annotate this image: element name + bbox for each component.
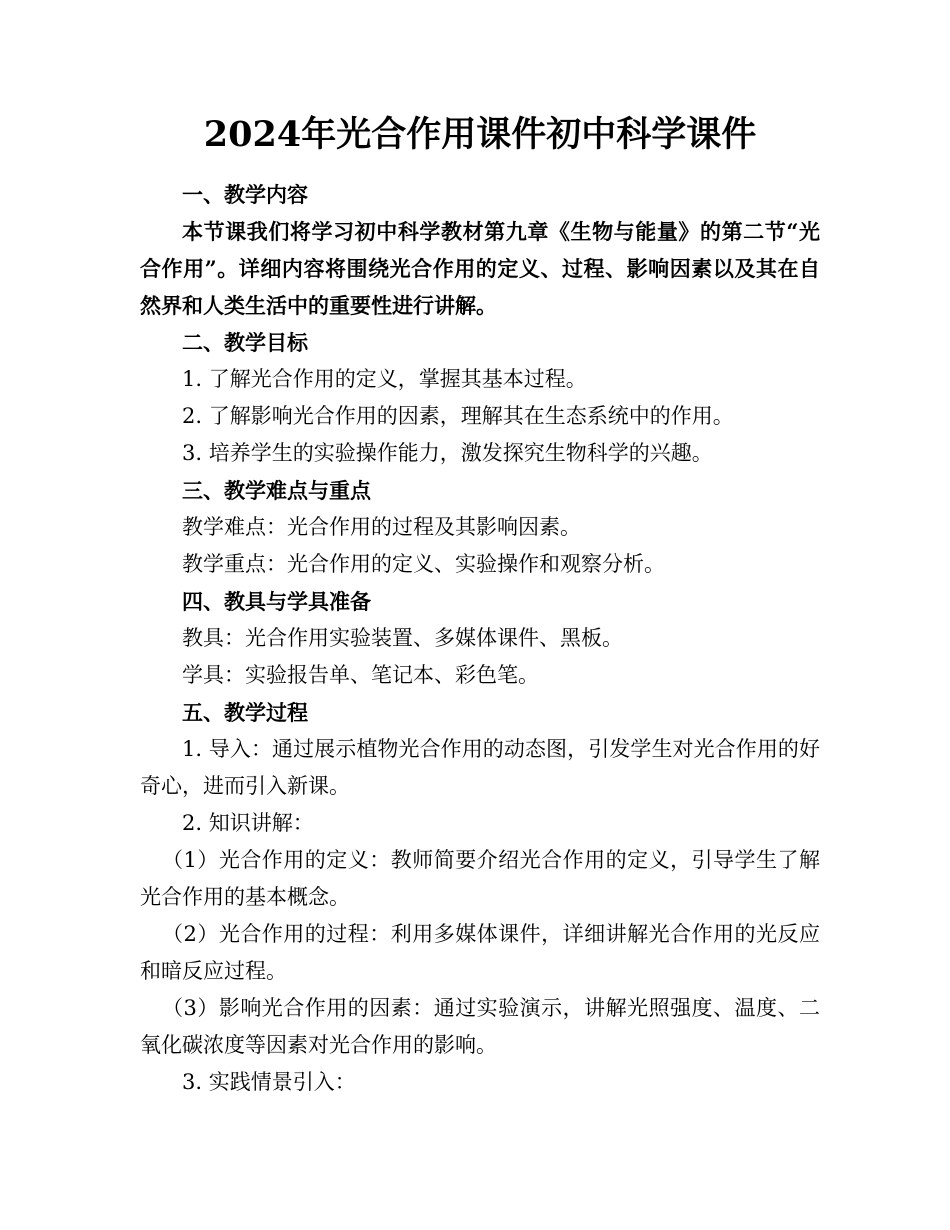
section-heading-difficulty-key: 三、教学难点与重点	[182, 478, 371, 503]
teaching-key-point: 教学重点：光合作用的定义、实验操作和观察分析。	[182, 552, 665, 576]
document-title: 2024年光合作用课件初中科学课件	[203, 114, 757, 155]
section-heading-teaching-content: 一、教学内容	[182, 182, 308, 207]
student-tools: 学具：实验报告单、笔记本、彩色笔。	[182, 663, 539, 687]
goal-item-2: 2. 了解影响光合作用的因素，理解其在生态系统中的作用。	[182, 404, 734, 428]
process-subitem-1: （1）光合作用的定义：教师简要介绍光合作用的定义，引导学生了解光合作用的基本概念。	[140, 848, 820, 909]
process-item-2: 2. 知识讲解：	[182, 811, 314, 835]
paragraph-teaching-content: 本节课我们将学习初中科学教材第九章《生物与能量》的第二节“光合作用”。详细内容将围绕光合作用的定义、过程、影响因素以及其在自然界和人类生活中的重要性进行讲解。	[140, 219, 820, 318]
goal-item-3: 3. 培养学生的实验操作能力，激发探究生物科学的兴趣。	[182, 441, 713, 465]
section-heading-tools: 四、教具与学具准备	[182, 589, 371, 614]
process-item-3: 3. 实践情景引入：	[182, 1070, 356, 1094]
document-page	[140, 110, 820, 1101]
goal-item-1: 1. 了解光合作用的定义，掌握其基本过程。	[182, 367, 587, 391]
section-heading-teaching-process: 五、教学过程	[182, 700, 308, 725]
section-heading-teaching-goals: 二、教学目标	[182, 330, 308, 355]
process-subitem-2: （2）光合作用的过程：利用多媒体课件，详细讲解光合作用的光反应和暗反应过程。	[140, 922, 820, 983]
teacher-tools: 教具：光合作用实验装置、多媒体课件、黑板。	[182, 626, 623, 650]
process-subitem-3: （3）影响光合作用的因素：通过实验演示，讲解光照强度、温度、二氧化碳浓度等因素对光合作用的影响。	[140, 996, 820, 1057]
teaching-difficulty: 教学难点：光合作用的过程及其影响因素。	[182, 515, 581, 539]
process-item-1: 1. 导入：通过展示植物光合作用的动态图，引发学生对光合作用的好奇心，进而引入新课。	[140, 737, 820, 798]
